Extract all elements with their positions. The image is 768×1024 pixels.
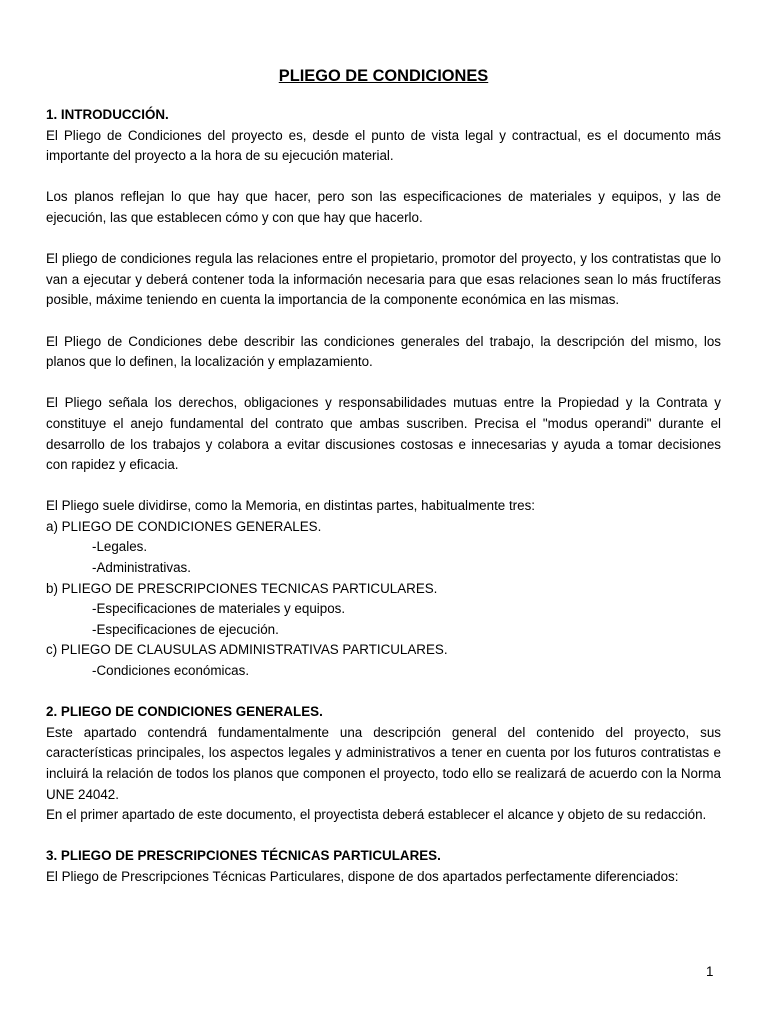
document-title: PLIEGO DE CONDICIONES: [278, 67, 489, 85]
section-3-paragraph-1: El Pliego de Prescripciones Técnicas Particulares, dispone de dos apartados perfectamente diferenciados:: [46, 868, 679, 884]
section-1-paragraph-2: Los planos reflejan lo que hay que hacer, pero son las especificaciones de materiales y equipos, y las de ejecución, las que establecen cómo y con que hay que hacerlo.: [46, 189, 721, 225]
section-2-paragraph-2: En el primer apartado de este documento, el proyectista deberá establecer el alcance y objeto de su redacción.: [46, 807, 707, 823]
section-1-heading: 1. INTRODUCCIÓN.: [46, 107, 169, 122]
section-1-paragraph-5: El Pliego señala los derechos, obligaciones y responsabilidades mutuas entre la Propiedad y la Contrata y constituye el anejo fundamental del contrato que ambas suscriben. Precisa el "modus operandi" durante el desarrollo de los trabajos y colabora a evitar discusiones costosas e innecesarias y ayuda a tomar decisiones con rapidez y eficacia.: [46, 395, 721, 473]
parts-list-subitem-b2: -Especificaciones de ejecución.: [92, 621, 279, 637]
parts-list-subitem-c1: -Condiciones económicas.: [92, 663, 250, 679]
section-1-paragraph-4: El Pliego de Condiciones debe describir las condiciones generales del trabajo, la descripción del mismo, los planos que lo definen, la localización y emplazamiento.: [46, 333, 721, 370]
parts-list-item-c: c) PLIEGO DE CLAUSULAS ADMINISTRATIVAS PARTICULARES.: [46, 642, 448, 658]
section-2-paragraph-1: Este apartado contendrá fundamentalmente una descripción general del contenido del proyecto, sus características principales, los aspectos legales y administrativos a tener en cuenta por los futuros contratistas e incluirá la relación de todos los planos que componen el proyecto, todo ello se realizará de acuerdo con la Norma UNE 24042.: [46, 724, 721, 802]
parts-list-subitem-a1: -Legales.: [92, 539, 148, 555]
parts-list-item-a: a) PLIEGO DE CONDICIONES GENERALES.: [46, 518, 322, 534]
parts-list-item-b: b) PLIEGO DE PRESCRIPCIONES TECNICAS PARTICULARES.: [46, 580, 438, 596]
parts-list-subitem-a2: -Administrativas.: [92, 560, 191, 576]
section-2-heading: 2. PLIEGO DE CONDICIONES GENERALES.: [46, 704, 323, 720]
section-3-heading: 3. PLIEGO DE PRESCRIPCIONES TÉCNICAS PARTICULARES.: [46, 848, 441, 864]
parts-list-subitem-b1: -Especificaciones de materiales y equipos.: [92, 601, 346, 617]
section-1-paragraph-3: El pliego de condiciones regula las relaciones entre el propietario, promotor del proyecto, y los contratistas que lo van a ejecutar y deberá contener toda la información necesaria para que esas relaciones sean lo más fructíferas posible, máxime teniendo en cuenta la importancia de la componente económica en las mismas.: [46, 251, 721, 308]
section-1-paragraph-1: El Pliego de Condiciones del proyecto es, desde el punto de vista legal y contractual, es el documento más importante del proyecto a la hora de su ejecución material.: [46, 127, 721, 164]
spacer: [46, 682, 721, 703]
page-number: 1: [706, 964, 714, 979]
document-body: [46, 64, 721, 888]
parts-list-intro: El Pliego suele dividirse, como la Memoria, en distintas partes, habitualmente tres:: [46, 498, 535, 514]
